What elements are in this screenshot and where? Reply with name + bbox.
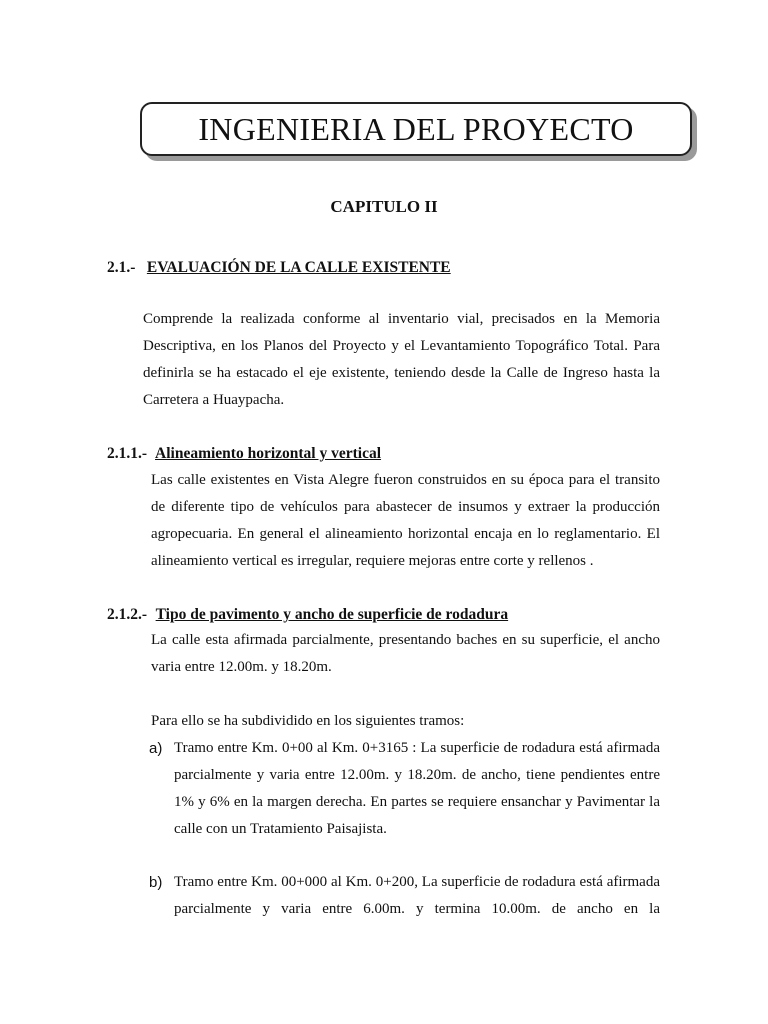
section-2-1-heading xyxy=(107,259,451,277)
section-2-1-2-number: 2.1.2.- xyxy=(107,606,148,623)
section-2-1-2-title: Tipo de pavimento y ancho de superficie de rodadura xyxy=(155,606,509,623)
list-marker: b) xyxy=(149,874,163,891)
section-2-1-paragraph: Comprende la realizada conforme al inventario vial, precisados en la Memoria Descriptiva, en los Planos del Proyecto y el Levantamiento Topográfico Total. Para definirla se ha estacado el eje existente, teniendo desde la Calle de Ingreso hasta la Carretera a Huaypacha. xyxy=(143,311,660,408)
section-2-1-title: EVALUACIÓN DE LA CALLE EXISTENTE xyxy=(146,259,451,276)
title-box xyxy=(140,102,692,156)
page-title: INGENIERIA DEL PROYECTO xyxy=(198,110,634,147)
section-2-1-number: 2.1.- xyxy=(107,259,136,276)
section-2-1-1-paragraph: Las calle existentes en Vista Alegre fueron construidos en su época para el transito de diferente tipo de vehículos para abastecer de insumos y extraer la producción agropecuaria. En general el alineamiento horizontal encaja en lo reglamentario. El alineamiento vertical es irregular, requiere mejoras entre corte y rellenos . xyxy=(151,472,660,569)
list-item xyxy=(149,735,660,843)
list-item-text: Tramo entre Km. 00+000 al Km. 0+200, La superficie de rodadura está afirmada parcialmente y varia entre 6.00m. y termina 10.00m. de ancho en la xyxy=(174,874,660,917)
section-2-1-1-title: Alineamiento horizontal y vertical xyxy=(155,445,382,462)
section-2-1-2-heading xyxy=(107,606,508,624)
list-item xyxy=(149,869,660,923)
section-2-1-1-heading xyxy=(107,445,381,463)
chapter-heading: CAPITULO II xyxy=(330,197,438,216)
list-item-text: Tramo entre Km. 0+00 al Km. 0+3165 : La superficie de rodadura está afirmada parcialmente y varia entre 12.00m. y 18.20m. de ancho, tiene pendientes entre 1% y 6% en la margen derecha. En partes se requiere ensanchar y Pavimentar la calle con un Tratamiento Paisajista. xyxy=(174,740,660,837)
section-2-1-2-intro: Para ello se ha subdividido en los siguientes tramos: xyxy=(151,713,465,729)
section-2-1-2-paragraph: La calle esta afirmada parcialmente, presentando baches en su superficie, el ancho varia entre 12.00m. y 18.20m. xyxy=(151,632,660,675)
list-marker: a) xyxy=(149,740,163,757)
section-2-1-1-number: 2.1.1.- xyxy=(107,445,148,462)
